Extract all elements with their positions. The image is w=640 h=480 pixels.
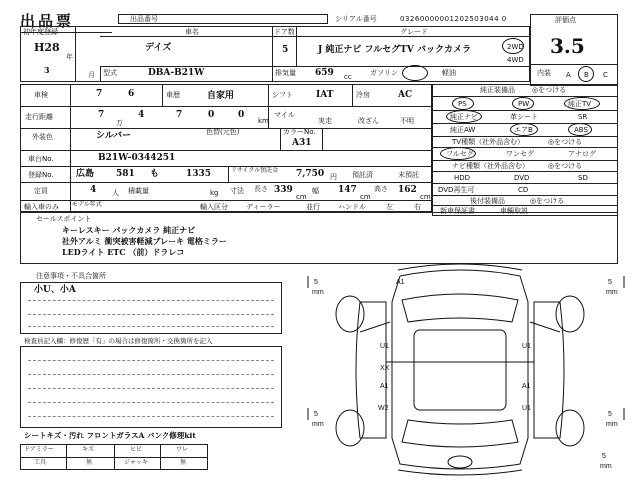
- feat-h7: [432, 171, 618, 172]
- features-note: ◎をつける: [532, 86, 567, 94]
- color-change-label: 色替(元色): [206, 128, 240, 136]
- size-unit-3: cm: [420, 193, 431, 201]
- feature-aw: 純正AW: [450, 126, 476, 134]
- notes-text: 小U、小A: [34, 285, 76, 295]
- recycle-paid: 預託済: [352, 171, 373, 179]
- grade-label: 評価点: [555, 16, 576, 24]
- grid-v2: [272, 26, 273, 66]
- fuel-gas-circle: [402, 65, 428, 81]
- mark-right-u1: U1: [522, 343, 531, 350]
- feature-tv: 純正TV: [568, 100, 592, 108]
- grade-field-label: グレード: [400, 28, 428, 36]
- legend-h3: ヒビ: [130, 446, 143, 453]
- handle-label: ハンドル: [338, 203, 366, 211]
- notes-title: 注意事項・不具合箇所: [36, 272, 106, 280]
- mileage-d1: 7: [98, 110, 105, 120]
- tv-note: ◎をつける: [548, 138, 583, 146]
- checker-line-1: [28, 360, 274, 361]
- spec-h5: [20, 182, 432, 183]
- ac-label: 冷房: [356, 91, 370, 99]
- spec-v7: [322, 128, 323, 150]
- shift: IAT: [316, 90, 334, 100]
- legend-v2: [114, 444, 115, 470]
- navi-sd: SD: [578, 174, 588, 182]
- document-title: 出品票: [20, 12, 75, 30]
- grid-v5: [272, 66, 273, 82]
- grade-divider: [530, 64, 618, 65]
- sales-points-title: セールスポイント: [36, 215, 92, 223]
- sales-point-3: LEDライト ETC （前）ドラレコ: [62, 247, 185, 257]
- spec-v5: [268, 106, 269, 128]
- code-label: シリアル番号: [335, 15, 377, 23]
- tv-analog: アナログ: [568, 150, 596, 158]
- drive-4wd: 4WD: [507, 56, 524, 64]
- navi-title: ナビ種類（社外品含む）: [452, 162, 529, 170]
- spec-v1: [70, 84, 71, 212]
- grid-h2: [100, 66, 530, 67]
- inspection-year: 7: [96, 89, 103, 99]
- notes-line-1: [28, 300, 274, 301]
- tv-title: TV種類（社外品含む）: [452, 138, 525, 146]
- interior-b-circle: [578, 66, 594, 82]
- legend-v1: [66, 444, 67, 470]
- import-label: 輸入車のみ: [24, 203, 59, 211]
- grid-v4: [100, 66, 101, 82]
- tire-rl-unit: mm: [312, 421, 324, 428]
- model: DBA-B21W: [148, 68, 205, 78]
- mark-right-u1b: U1: [522, 405, 531, 412]
- checker-line-4: [28, 402, 274, 403]
- mileage-d2: 4: [138, 110, 145, 120]
- warranty-label: 新車保証書: [440, 207, 475, 215]
- legend-v-1: 工具: [34, 459, 47, 466]
- displacement-label: 排気量: [275, 69, 296, 77]
- chassis-label: 車台No.: [28, 155, 54, 163]
- spec-h3: [20, 150, 432, 151]
- mile-opt1: 実走: [318, 117, 332, 125]
- use-label: 車歴: [166, 91, 180, 99]
- legend-h2: キズ: [82, 446, 94, 453]
- spec-v6: [280, 128, 281, 150]
- navi-note: ◎をつける: [548, 162, 583, 170]
- interior-note: シートキズ・汚れ フロントガラスA バンク修理kit: [24, 431, 196, 440]
- size-unit-2: cm: [360, 193, 371, 201]
- reg-month-unit: 月: [88, 71, 95, 79]
- dvd-play-label: DVD再生可: [438, 186, 475, 194]
- length-label: 長さ: [254, 185, 268, 193]
- legend-v-3: ジャッキ: [124, 459, 148, 466]
- handle-right: 右: [414, 203, 421, 211]
- drive-2wd-circle: [502, 38, 524, 54]
- shift-label: シフト: [272, 91, 293, 99]
- cd-label: CD: [518, 186, 529, 194]
- reg-month: 3: [44, 65, 50, 75]
- size-label: 寸法: [230, 187, 244, 195]
- doors: 5: [282, 45, 289, 55]
- car-front-profile: [398, 264, 522, 270]
- car-rear-profile: [398, 470, 522, 475]
- legend-v-2: 無: [86, 459, 93, 466]
- handle-left: 左: [386, 203, 393, 211]
- tv-oneseg: ワンセグ: [506, 150, 534, 158]
- recycle-amount: 7,750: [296, 169, 325, 179]
- mile-opt2: 改ざん: [358, 117, 379, 125]
- feat-h4: [432, 136, 618, 137]
- import-parallel: 並行: [306, 203, 320, 211]
- feature-ps-circle: [452, 97, 474, 110]
- mile-opt3: 不明: [400, 117, 414, 125]
- load-unit: kg: [210, 189, 219, 197]
- chassis-number: B21W-0344251: [98, 153, 176, 163]
- tire-fl-unit: mm: [312, 289, 324, 296]
- use: 自家用: [207, 91, 235, 101]
- car-grade: J 純正ナビ フルセグTV バックカメラ: [318, 45, 471, 55]
- feature-abs: ABS: [574, 126, 588, 134]
- capacity-people: 4: [90, 185, 97, 195]
- navi-dvd: DVD: [514, 174, 530, 182]
- recycle-label: リサイクル預託金: [231, 167, 279, 174]
- mark-front-a1: A1: [396, 279, 405, 286]
- ac: AC: [398, 90, 413, 100]
- after-title: 後付装備品: [470, 197, 505, 205]
- displacement-unit: cc: [344, 73, 352, 81]
- color-value: シルバー: [96, 131, 132, 141]
- mark-left-a1: A1: [380, 383, 389, 390]
- color-code-label: カラーNo.: [283, 128, 316, 136]
- notes-line-2: [28, 314, 274, 315]
- checker-title: 検査員記入欄：修復歴「有」の場合は修復箇所・交換箇所を記入: [24, 337, 213, 345]
- drive-2wd: 2WD: [507, 43, 524, 51]
- width-label: 幅: [312, 187, 319, 195]
- wheel-rear-left: [336, 410, 364, 446]
- feature-airbag: エアB: [514, 126, 533, 134]
- sales-point-1: キーレスキー パックカメラ 純正ナビ: [62, 225, 196, 235]
- color-label: 外装色: [32, 133, 53, 141]
- tire-rl-depth: 5: [314, 411, 318, 418]
- checker-line-2: [28, 374, 274, 375]
- mark-left-xx: XX: [380, 365, 390, 372]
- length: 339: [274, 185, 293, 195]
- import-dealer: ディーラー: [246, 203, 281, 211]
- recycle-unit: 円: [330, 173, 337, 181]
- plate-label: 登録No.: [28, 171, 54, 179]
- tv-fullseg-circle: [440, 147, 476, 160]
- plate-class: 581: [116, 169, 135, 179]
- wheel-spare: [448, 456, 472, 468]
- legend-h4: ワレ: [176, 446, 189, 453]
- load-label: 積載量: [128, 187, 149, 195]
- notes-line-3: [28, 326, 274, 327]
- import-category-label: 輸入区分: [200, 203, 228, 211]
- first-reg-label: 初年度登録: [23, 28, 58, 36]
- grid-v1: [75, 26, 76, 82]
- mileage-d4: 0: [208, 110, 215, 120]
- tire-fr-unit: mm: [606, 289, 618, 296]
- grid-h1: [100, 36, 530, 37]
- feature-navi: 純正ナビ: [450, 113, 478, 121]
- feature-pw: PW: [518, 100, 530, 108]
- tire-fl-depth: 5: [314, 279, 318, 286]
- lane-label: 出品番号: [130, 15, 158, 23]
- tire-spare-depth: 5: [602, 453, 606, 460]
- spec-v3: [268, 84, 269, 106]
- height: 162: [398, 185, 417, 195]
- import-model-year: モデル年式: [72, 201, 102, 208]
- legend-v3: [160, 444, 161, 470]
- car-right-side: [534, 302, 564, 438]
- spec-h1: [20, 106, 432, 107]
- fuel-light: 軽油: [442, 69, 456, 77]
- legend-h1: ドアミラー: [24, 446, 54, 453]
- wheel-front-right: [556, 296, 584, 332]
- car-damage-diagram: [290, 262, 630, 476]
- interior-label: 内装: [537, 69, 551, 77]
- reg-era: H28: [34, 41, 60, 54]
- displacement: 659: [315, 68, 334, 78]
- car-rear-window: [402, 420, 518, 447]
- feature-leather: 革シート: [510, 113, 538, 121]
- mileage-unit-man: 万: [116, 119, 123, 127]
- car-name: デイズ: [145, 43, 172, 53]
- serial-number: 03260000001202503044 0: [400, 15, 507, 23]
- fuel-gas: ガソリン: [370, 69, 398, 77]
- mark-left-u1: U1: [380, 343, 389, 350]
- feature-ps: PS: [458, 100, 467, 108]
- manual-label: 車輌取説: [500, 207, 528, 215]
- tire-fr-depth: 5: [608, 279, 612, 286]
- interior-c: C: [603, 71, 608, 79]
- checker-line-5: [28, 416, 274, 417]
- spec-v8: [228, 166, 229, 182]
- tire-rr-depth: 5: [608, 411, 612, 418]
- model-label: 型式: [103, 69, 117, 77]
- feature-pw-circle: [512, 97, 534, 110]
- mileage-d5: 0: [238, 110, 245, 120]
- interior-b: B: [584, 71, 589, 79]
- spec-v2: [162, 84, 163, 106]
- plate-number: 1335: [186, 169, 212, 179]
- wheel-rear-right: [556, 410, 584, 446]
- feature-sr: SR: [578, 113, 588, 121]
- size-unit-1: cm: [296, 193, 307, 201]
- height-label: 高さ: [374, 185, 388, 193]
- feature-tv-circle: [564, 97, 600, 110]
- navi-hdd: HDD: [454, 174, 471, 182]
- tire-spare-unit: mm: [600, 463, 612, 470]
- feature-navi-circle: [446, 110, 482, 123]
- feat-h8: [432, 183, 618, 184]
- after-note: ◎をつける: [530, 197, 565, 205]
- feature-abs-circle: [568, 123, 592, 136]
- tire-rr-unit: mm: [606, 421, 618, 428]
- capacity-label: 定員: [34, 187, 48, 195]
- mileage-d3: 7: [176, 110, 183, 120]
- inspection-label: 車検: [34, 91, 48, 99]
- feat-h10: [432, 205, 618, 206]
- feat-h9: [432, 195, 618, 196]
- plate-region: 広島: [76, 169, 95, 179]
- car-roof: [414, 330, 506, 410]
- car-body-outline: [392, 270, 528, 469]
- reg-year-unit: 年: [66, 53, 73, 61]
- spec-v4: [352, 84, 353, 106]
- width: 147: [338, 185, 357, 195]
- capacity-people-unit: 人: [112, 189, 119, 197]
- wheel-front-left: [336, 296, 364, 332]
- grid-v3: [296, 26, 297, 66]
- feat-h6: [432, 160, 618, 161]
- color-code: A31: [292, 138, 312, 148]
- legend-v-4: 無: [180, 459, 187, 466]
- name-label: 車名: [185, 28, 199, 36]
- interior-a: A: [566, 71, 571, 79]
- recycle-unpaid: 未預託: [398, 171, 419, 179]
- spec-h4: [20, 166, 432, 167]
- mileage-label: 走行距離: [25, 113, 53, 121]
- mark-right-a1: A1: [522, 383, 531, 390]
- features-title: 純正装備品: [480, 86, 515, 94]
- mile-label: マイル: [274, 111, 295, 119]
- inspection-month: 6: [128, 89, 135, 99]
- car-windshield: [402, 294, 518, 322]
- mileage-unit-km: km: [258, 117, 269, 125]
- mark-left-w2: W2: [378, 405, 389, 412]
- sales-point-2: 社外アルミ 衝突被害軽減ブレーキ 電格ミラー: [62, 236, 227, 246]
- tv-fullseg: フルセグ: [446, 150, 474, 158]
- grade-value: 3.5: [550, 34, 585, 58]
- checker-line-3: [28, 388, 274, 389]
- doors-label: ドア数: [274, 28, 295, 36]
- feature-airbag-circle: [510, 123, 538, 136]
- plate-kana: も: [150, 169, 160, 179]
